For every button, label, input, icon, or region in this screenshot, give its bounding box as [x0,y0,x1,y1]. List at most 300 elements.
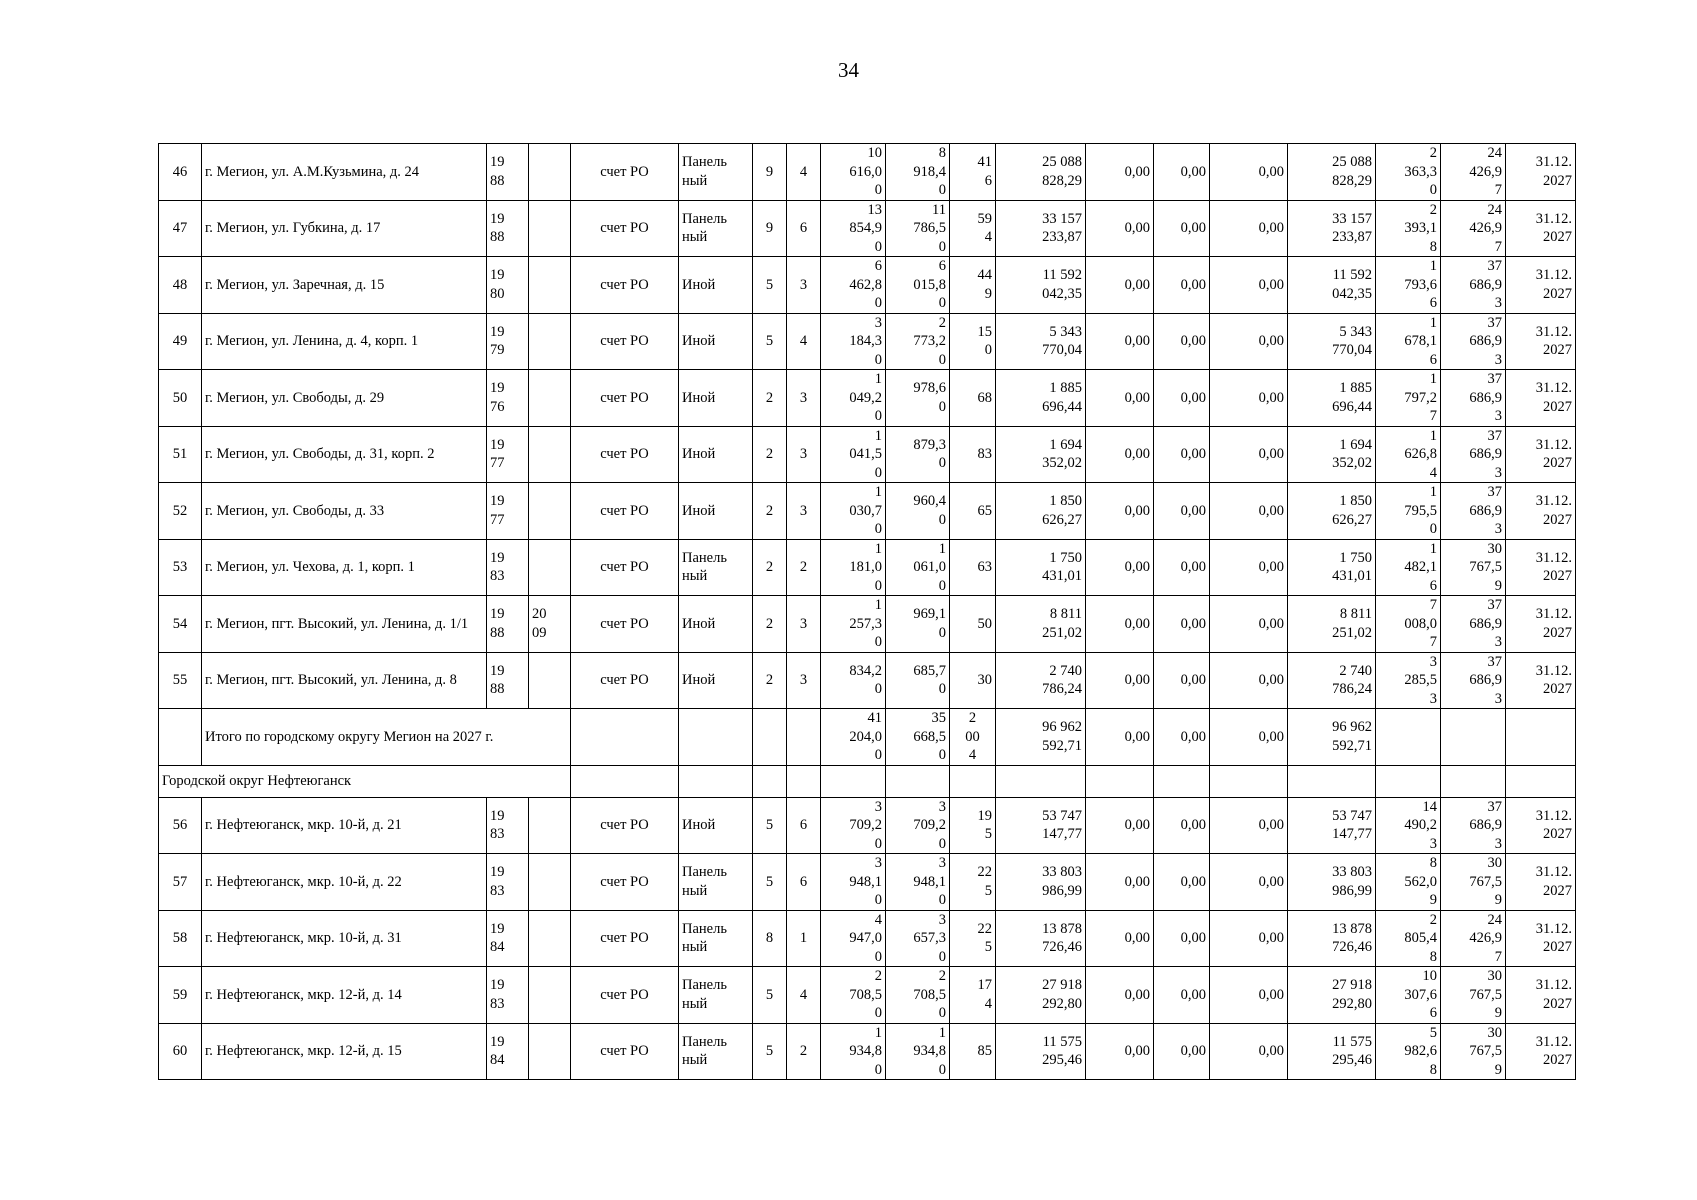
cell-wall-material: Иной [679,483,753,540]
cell-wall-material: Панель ный [679,200,753,257]
cell-fund-regional: 0,00 [1154,539,1210,596]
cell-fund-federal: 0,00 [1086,144,1154,201]
cell-residents: 59 4 [950,200,996,257]
cell-fund-local: 0,00 [1210,483,1288,540]
section-title: Городской округ Нефтеюганск [159,765,571,797]
cell-wall-material: Иной [679,313,753,370]
cell-number: 46 [159,144,202,201]
cell-reconstruction-year [529,313,571,370]
table-row [159,967,1576,1024]
cell-fund-regional: 0,00 [1154,967,1210,1024]
cell-total-cost: 8 811 251,02 [996,596,1086,653]
cell-total-cost: 25 088 828,29 [996,144,1086,201]
cell-fund-regional: 0,00 [1154,257,1210,314]
cell-total-cost: 1 694 352,02 [996,426,1086,483]
cell-fund-federal: 0,00 [1086,539,1154,596]
cell-unit-cost: 1 626,8 4 [1376,426,1441,483]
cell-wall-material: Панель ный [679,1023,753,1080]
cell-fund-local: 0,00 [1210,426,1288,483]
cell-residential-area: 685,7 0 [886,652,950,709]
cell-floors: 8 [753,910,787,967]
cell-address: г. Нефтеюганск, мкр. 10-й, д. 31 [202,910,487,967]
cell-completion-date: 31.12. 2027 [1506,426,1576,483]
cell-wall-material: Иной [679,797,753,854]
cell-entrances: 2 [787,1023,821,1080]
cell-unit-cost: 1 793,6 6 [1376,257,1441,314]
cell-completion-date: 31.12. 2027 [1506,967,1576,1024]
cell-fund-regional: 0,00 [1154,652,1210,709]
table-row [159,426,1576,483]
cell-account-type: счет РО [571,910,679,967]
cell-fund-federal: 0,00 [1086,426,1154,483]
cell-account-type: счет РО [571,370,679,427]
cell-address: г. Мегион, ул. Свободы, д. 31, корп. 2 [202,426,487,483]
cell-completion-date: 31.12. 2027 [1506,313,1576,370]
cell-owners-funds: 11 575 295,46 [1288,1023,1376,1080]
cell-account-type: счет РО [571,652,679,709]
cell-wall-material: Панель ный [679,539,753,596]
cell-commission-year: 19 88 [487,144,529,201]
cell-completion-date: 31.12. 2027 [1506,854,1576,911]
cell-fund-local: 0,00 [1210,370,1288,427]
cell-reconstruction-year [529,910,571,967]
cell-fund-local: 0,00 [1210,144,1288,201]
cell-owners-funds: 1 885 696,44 [1288,370,1376,427]
cell-commission-year: 19 79 [487,313,529,370]
cell-completion-date: 31.12. 2027 [1506,797,1576,854]
cell-fund-local: 0,00 [1210,313,1288,370]
cell-empty [159,709,202,766]
cell-commission-year: 19 83 [487,967,529,1024]
cell-empty [996,765,1086,797]
cell-total-area: 834,2 0 [821,652,886,709]
cell-unit-cost: 2 363,3 0 [1376,144,1441,201]
cell-total-cost: 11 575 295,46 [996,1023,1086,1080]
cell-fund-local: 0,00 [1210,257,1288,314]
cell-residential-area: 879,3 0 [886,426,950,483]
cell-commission-year: 19 77 [487,426,529,483]
cell-floors: 2 [753,652,787,709]
subtotal-label: Итого по городскому округу Мегион на 2027 г. [202,709,571,766]
cell-residents: 68 [950,370,996,427]
cell-owners-funds: 1 750 431,01 [1288,539,1376,596]
cell-empty [571,765,679,797]
cell-reconstruction-year [529,1023,571,1080]
cell-address: г. Мегион, ул. Заречная, д. 15 [202,257,487,314]
cell-fund-regional: 0,00 [1154,313,1210,370]
cell-fund-federal: 0,00 [1086,652,1154,709]
cell-owners-funds: 25 088 828,29 [1288,144,1376,201]
cell-account-type: счет РО [571,854,679,911]
cell-floors: 2 [753,426,787,483]
table-row [159,257,1576,314]
cell-entrances: 3 [787,370,821,427]
cell-unit-cost-limit: 30 767,5 9 [1441,539,1506,596]
cell-address: г. Нефтеюганск, мкр. 10-й, д. 21 [202,797,487,854]
cell-entrances: 1 [787,910,821,967]
cell-wall-material: Иной [679,257,753,314]
cell-fund-federal: 0,00 [1086,910,1154,967]
cell-unit-cost-limit: 37 686,9 3 [1441,596,1506,653]
cell-completion-date: 31.12. 2027 [1506,596,1576,653]
cell-completion-date: 31.12. 2027 [1506,539,1576,596]
cell-residential-area: 3 657,3 0 [886,910,950,967]
cell-residential-area: 6 015,8 0 [886,257,950,314]
cell-residential-area: 11 786,5 0 [886,200,950,257]
cell-owners-funds: 33 803 986,99 [1288,854,1376,911]
cell-completion-date: 31.12. 2027 [1506,483,1576,540]
cell-wall-material: Панель ный [679,854,753,911]
cell-floors: 9 [753,200,787,257]
cell-total-cost: 5 343 770,04 [996,313,1086,370]
cell-address: г. Мегион, ул. Ленина, д. 4, корп. 1 [202,313,487,370]
cell-fund-federal: 0,00 [1086,854,1154,911]
cell-completion-date: 31.12. 2027 [1506,257,1576,314]
cell-wall-material: Панель ный [679,967,753,1024]
cell-residents: 63 [950,539,996,596]
cell-fund-local: 0,00 [1210,539,1288,596]
cell-fund-federal: 0,00 [1086,370,1154,427]
cell-commission-year: 19 84 [487,1023,529,1080]
cell-address: г. Мегион, ул. Свободы, д. 33 [202,483,487,540]
cell-entrances: 3 [787,483,821,540]
cell-empty [753,765,787,797]
cell-reconstruction-year [529,370,571,427]
cell-reconstruction-year [529,144,571,201]
cell-number: 51 [159,426,202,483]
cell-residents: 19 5 [950,797,996,854]
cell-floors: 5 [753,797,787,854]
cell-entrances: 6 [787,200,821,257]
cell-entrances: 3 [787,652,821,709]
cell-residents: 50 [950,596,996,653]
cell-residential-area: 1 061,0 0 [886,539,950,596]
subtotal-a1: 41 204,0 0 [821,709,886,766]
cell-total-cost: 11 592 042,35 [996,257,1086,314]
cell-residential-area: 1 934,8 0 [886,1023,950,1080]
cell-floors: 5 [753,1023,787,1080]
table-row [159,854,1576,911]
cell-residents: 41 6 [950,144,996,201]
cell-total-cost: 1 850 626,27 [996,483,1086,540]
cell-reconstruction-year [529,854,571,911]
cell-reconstruction-year: 20 09 [529,596,571,653]
cell-unit-cost: 8 562,0 9 [1376,854,1441,911]
table-row [159,370,1576,427]
cell-wall-material: Панель ный [679,144,753,201]
cell-entrances: 6 [787,854,821,911]
table-row [159,797,1576,854]
cell-address: г. Нефтеюганск, мкр. 12-й, д. 15 [202,1023,487,1080]
cell-unit-cost: 1 795,5 0 [1376,483,1441,540]
cell-empty [1376,765,1441,797]
cell-total-cost: 33 803 986,99 [996,854,1086,911]
cell-fund-local: 0,00 [1210,797,1288,854]
cell-address: г. Мегион, пгт. Высокий, ул. Ленина, д. 8 [202,652,487,709]
cell-entrances: 3 [787,426,821,483]
cell-number: 60 [159,1023,202,1080]
cell-unit-cost-limit: 37 686,9 3 [1441,257,1506,314]
cell-unit-cost-limit: 37 686,9 3 [1441,313,1506,370]
cell-commission-year: 19 88 [487,596,529,653]
cell-total-area: 3 948,1 0 [821,854,886,911]
cell-total-cost: 1 750 431,01 [996,539,1086,596]
cell-floors: 2 [753,370,787,427]
cell-commission-year: 19 83 [487,539,529,596]
cell-wall-material: Иной [679,596,753,653]
cell-unit-cost: 2 393,1 8 [1376,200,1441,257]
cell-completion-date: 31.12. 2027 [1506,144,1576,201]
cell-unit-cost-limit: 37 686,9 3 [1441,483,1506,540]
cell-floors: 5 [753,854,787,911]
cell-address: г. Мегион, ул. Губкина, д. 17 [202,200,487,257]
cell-empty [679,765,753,797]
subtotal-f1: 0,00 [1086,709,1154,766]
cell-entrances: 4 [787,967,821,1024]
cell-residential-area: 978,6 0 [886,370,950,427]
cell-unit-cost-limit: 30 767,5 9 [1441,854,1506,911]
cell-fund-regional: 0,00 [1154,483,1210,540]
cell-residents: 65 [950,483,996,540]
cell-total-area: 1 934,8 0 [821,1023,886,1080]
cell-residential-area: 960,4 0 [886,483,950,540]
cell-entrances: 6 [787,797,821,854]
cell-account-type: счет РО [571,200,679,257]
cell-number: 59 [159,967,202,1024]
cell-fund-regional: 0,00 [1154,426,1210,483]
cell-floors: 5 [753,967,787,1024]
cell-owners-funds: 5 343 770,04 [1288,313,1376,370]
cell-account-type: счет РО [571,426,679,483]
cell-completion-date: 31.12. 2027 [1506,652,1576,709]
cell-unit-cost-limit: 37 686,9 3 [1441,652,1506,709]
cell-number: 54 [159,596,202,653]
cell-empty [821,765,886,797]
cell-fund-federal: 0,00 [1086,596,1154,653]
cell-empty [1086,765,1154,797]
cell-total-cost: 27 918 292,80 [996,967,1086,1024]
cell-total-area: 13 854,9 0 [821,200,886,257]
cell-residents: 83 [950,426,996,483]
table-row [159,652,1576,709]
cell-completion-date: 31.12. 2027 [1506,370,1576,427]
cell-commission-year: 19 88 [487,652,529,709]
cell-commission-year: 19 77 [487,483,529,540]
cell-reconstruction-year [529,967,571,1024]
cell-empty [886,765,950,797]
cell-reconstruction-year [529,483,571,540]
subtotal-cost: 96 962 592,71 [996,709,1086,766]
cell-owners-funds: 53 747 147,77 [1288,797,1376,854]
cell-total-area: 1 041,5 0 [821,426,886,483]
subtotal-f3: 0,00 [1210,709,1288,766]
cell-unit-cost: 10 307,6 6 [1376,967,1441,1024]
cell-empty [1506,765,1576,797]
cell-fund-regional: 0,00 [1154,200,1210,257]
cell-account-type: счет РО [571,1023,679,1080]
cell-unit-cost: 1 797,2 7 [1376,370,1441,427]
cell-completion-date: 31.12. 2027 [1506,200,1576,257]
cell-residents: 85 [950,1023,996,1080]
cell-empty [1441,709,1506,766]
cell-fund-local: 0,00 [1210,596,1288,653]
cell-address: г. Мегион, ул. Свободы, д. 29 [202,370,487,427]
cell-unit-cost-limit: 24 426,9 7 [1441,144,1506,201]
cell-residents: 30 [950,652,996,709]
cell-account-type: счет РО [571,483,679,540]
cell-total-area: 1 049,2 0 [821,370,886,427]
cell-empty [1288,765,1376,797]
cell-unit-cost-limit: 37 686,9 3 [1441,370,1506,427]
cell-floors: 5 [753,257,787,314]
cell-fund-federal: 0,00 [1086,1023,1154,1080]
cell-number: 47 [159,200,202,257]
cell-reconstruction-year [529,426,571,483]
cell-fund-local: 0,00 [1210,910,1288,967]
subtotal-a2: 35 668,5 0 [886,709,950,766]
cell-residential-area: 969,1 0 [886,596,950,653]
cell-residential-area: 2 773,2 0 [886,313,950,370]
cell-fund-regional: 0,00 [1154,596,1210,653]
cell-total-area: 1 257,3 0 [821,596,886,653]
cell-commission-year: 19 83 [487,854,529,911]
cell-fund-local: 0,00 [1210,200,1288,257]
cell-number: 48 [159,257,202,314]
cell-commission-year: 19 80 [487,257,529,314]
cell-entrances: 3 [787,596,821,653]
cell-total-area: 1 181,0 0 [821,539,886,596]
cell-fund-regional: 0,00 [1154,370,1210,427]
cell-residents: 44 9 [950,257,996,314]
cell-floors: 2 [753,596,787,653]
cell-commission-year: 19 84 [487,910,529,967]
cell-fund-federal: 0,00 [1086,967,1154,1024]
cell-wall-material: Иной [679,426,753,483]
cell-total-cost: 53 747 147,77 [996,797,1086,854]
cell-empty [679,709,753,766]
cell-account-type: счет РО [571,596,679,653]
cell-entrances: 4 [787,313,821,370]
cell-total-cost: 33 157 233,87 [996,200,1086,257]
cell-owners-funds: 11 592 042,35 [1288,257,1376,314]
cell-entrances: 3 [787,257,821,314]
cell-address: г. Нефтеюганск, мкр. 10-й, д. 22 [202,854,487,911]
cell-empty [1154,765,1210,797]
subtotal-row [159,709,1576,766]
cell-total-cost: 1 885 696,44 [996,370,1086,427]
cell-fund-regional: 0,00 [1154,797,1210,854]
cell-fund-local: 0,00 [1210,854,1288,911]
cell-unit-cost-limit: 30 767,5 9 [1441,967,1506,1024]
cell-number: 57 [159,854,202,911]
subtotal-own: 96 962 592,71 [1288,709,1376,766]
cell-unit-cost: 3 285,5 3 [1376,652,1441,709]
cell-commission-year: 19 88 [487,200,529,257]
cell-fund-federal: 0,00 [1086,313,1154,370]
cell-fund-regional: 0,00 [1154,854,1210,911]
page-number: 34 [838,58,859,82]
cell-floors: 5 [753,313,787,370]
cell-owners-funds: 27 918 292,80 [1288,967,1376,1024]
cell-empty [950,765,996,797]
cell-owners-funds: 8 811 251,02 [1288,596,1376,653]
cell-residential-area: 3 948,1 0 [886,854,950,911]
cell-fund-regional: 0,00 [1154,1023,1210,1080]
cell-account-type: счет РО [571,539,679,596]
cell-fund-local: 0,00 [1210,967,1288,1024]
cell-residents: 22 5 [950,910,996,967]
cell-unit-cost-limit: 30 767,5 9 [1441,1023,1506,1080]
cell-total-area: 10 616,0 0 [821,144,886,201]
cell-residential-area: 2 708,5 0 [886,967,950,1024]
cell-fund-federal: 0,00 [1086,200,1154,257]
cell-total-area: 4 947,0 0 [821,910,886,967]
cell-address: г. Мегион, ул. Чехова, д. 1, корп. 1 [202,539,487,596]
cell-number: 52 [159,483,202,540]
cell-fund-federal: 0,00 [1086,797,1154,854]
cell-empty [787,709,821,766]
cell-account-type: счет РО [571,967,679,1024]
cell-owners-funds: 13 878 726,46 [1288,910,1376,967]
cell-empty [1441,765,1506,797]
cell-total-area: 3 184,3 0 [821,313,886,370]
subtotal-f2: 0,00 [1154,709,1210,766]
cell-number: 49 [159,313,202,370]
table-row [159,144,1576,201]
cell-total-area: 2 708,5 0 [821,967,886,1024]
cell-wall-material: Панель ный [679,910,753,967]
cell-empty [1506,709,1576,766]
cell-wall-material: Иной [679,370,753,427]
cell-fund-local: 0,00 [1210,1023,1288,1080]
cell-number: 53 [159,539,202,596]
cell-address: г. Мегион, пгт. Высокий, ул. Ленина, д. 1/1 [202,596,487,653]
cell-fund-local: 0,00 [1210,652,1288,709]
cell-fund-federal: 0,00 [1086,257,1154,314]
table-row [159,200,1576,257]
cell-floors: 9 [753,144,787,201]
cell-address: г. Мегион, ул. А.М.Кузьмина, д. 24 [202,144,487,201]
cell-unit-cost: 2 805,4 8 [1376,910,1441,967]
cell-owners-funds: 1 850 626,27 [1288,483,1376,540]
table-row [159,1023,1576,1080]
cell-commission-year: 19 76 [487,370,529,427]
cell-fund-federal: 0,00 [1086,483,1154,540]
cell-residents: 15 0 [950,313,996,370]
cell-reconstruction-year [529,200,571,257]
cell-empty [571,709,679,766]
cell-entrances: 2 [787,539,821,596]
cell-reconstruction-year [529,539,571,596]
cell-number: 50 [159,370,202,427]
table-row [159,596,1576,653]
cell-unit-cost-limit: 37 686,9 3 [1441,797,1506,854]
cell-number: 56 [159,797,202,854]
cell-floors: 2 [753,483,787,540]
cell-residents: 17 4 [950,967,996,1024]
cell-account-type: счет РО [571,313,679,370]
table-row [159,313,1576,370]
cell-empty [753,709,787,766]
cell-fund-regional: 0,00 [1154,910,1210,967]
cell-address: г. Нефтеюганск, мкр. 12-й, д. 14 [202,967,487,1024]
cell-owners-funds: 2 740 786,24 [1288,652,1376,709]
cell-total-cost: 13 878 726,46 [996,910,1086,967]
cell-residents: 22 5 [950,854,996,911]
cell-owners-funds: 1 694 352,02 [1288,426,1376,483]
cell-unit-cost-limit: 24 426,9 7 [1441,910,1506,967]
cell-unit-cost-limit: 24 426,9 7 [1441,200,1506,257]
